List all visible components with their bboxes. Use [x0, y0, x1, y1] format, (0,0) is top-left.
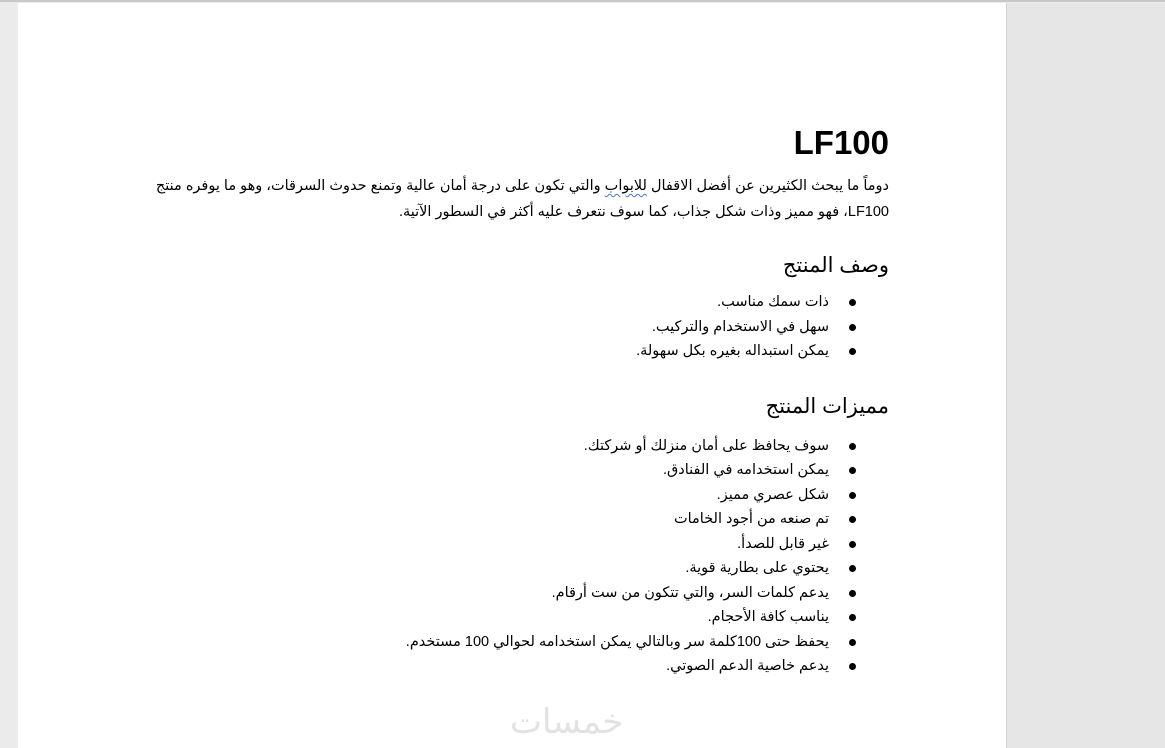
- bullet-icon: [849, 467, 856, 474]
- list-item: [146, 483, 889, 508]
- bullet-icon: [849, 639, 856, 646]
- list-item-text: سوف يحافظ على أمان منزلك أو شركتك.: [583, 437, 829, 454]
- list-item-text: يناسب كافة الأحجام.: [707, 609, 829, 625]
- intro-text-part1: دوماً ما يبحث الكثيرين عن أفضل الاقفال: [646, 178, 889, 194]
- list-item-text: يحفظ حتى 100كلمة سر وبالتالي يمكن استخدامه لحوالي 100 مستخدم.: [405, 633, 829, 650]
- document-page[interactable]: [18, 3, 1007, 748]
- list-item-text: يحتوي على بطارية قوية.: [685, 560, 829, 576]
- list-item-text: يمكن استبداله بغيره بكل سهولة.: [636, 343, 829, 359]
- bullet-icon: [849, 663, 856, 670]
- list-item: [146, 315, 889, 340]
- list-item-text: يدعم كلمات السر، والتي تتكون من ست أرقام.: [551, 584, 829, 601]
- bullet-icon: [849, 614, 856, 621]
- list-item-text: يمكن استخدامه في الفنادق.: [663, 462, 829, 478]
- bullet-icon: [849, 541, 856, 548]
- section-heading-description: وصف المنتج: [782, 254, 889, 277]
- bullet-icon: [849, 492, 856, 499]
- features-list: [146, 434, 889, 679]
- list-item: [146, 339, 889, 364]
- bullet-icon: [849, 565, 856, 572]
- list-item: [146, 654, 889, 679]
- document-title: LF100: [793, 124, 889, 161]
- list-item: [146, 532, 889, 557]
- bullet-icon: [849, 348, 856, 355]
- bullet-icon: [849, 443, 856, 450]
- list-item: [146, 630, 889, 655]
- list-item-text: ذات سمك مناسب.: [717, 294, 829, 310]
- list-item-text: غير قابل للصدأ.: [737, 535, 829, 552]
- document-content[interactable]: [146, 121, 889, 679]
- list-item-text: شكل عصري مميز.: [716, 486, 829, 503]
- list-item: [146, 507, 889, 532]
- window-top-border: [0, 0, 1165, 2]
- list-item-text: تم صنعه من أجود الخامات: [673, 511, 829, 527]
- side-pane: [1007, 3, 1165, 748]
- bullet-icon: [849, 590, 856, 597]
- list-item-text: سهل في الاستخدام والتركيب.: [651, 318, 829, 335]
- bullet-icon: [849, 324, 856, 331]
- list-item: [146, 458, 889, 483]
- watermark-logo: خمسات: [510, 703, 624, 741]
- section-heading-features: مميزات المنتج: [765, 394, 889, 418]
- list-item: [146, 556, 889, 581]
- list-item: [146, 581, 889, 606]
- list-item: [146, 434, 889, 459]
- list-item: [146, 290, 889, 315]
- intro-paragraph: [146, 173, 889, 225]
- list-item: [146, 605, 889, 630]
- misspelled-word[interactable]: للابواب: [604, 178, 647, 194]
- bullet-icon: [849, 299, 856, 306]
- bullet-icon: [849, 516, 856, 523]
- description-list: [146, 290, 889, 364]
- list-item-text: يدعم خاصية الدعم الصوتي.: [666, 658, 829, 674]
- intro-text-part2: والتي تكون على درجة أمان عالية وتمنع حدوث السرقات، وهو ما يوفره منتج LF100، فهو مميز وذات شكل جذاب، كما سوف نتعرف عليه أكثر في السطور الآتية.: [155, 178, 889, 220]
